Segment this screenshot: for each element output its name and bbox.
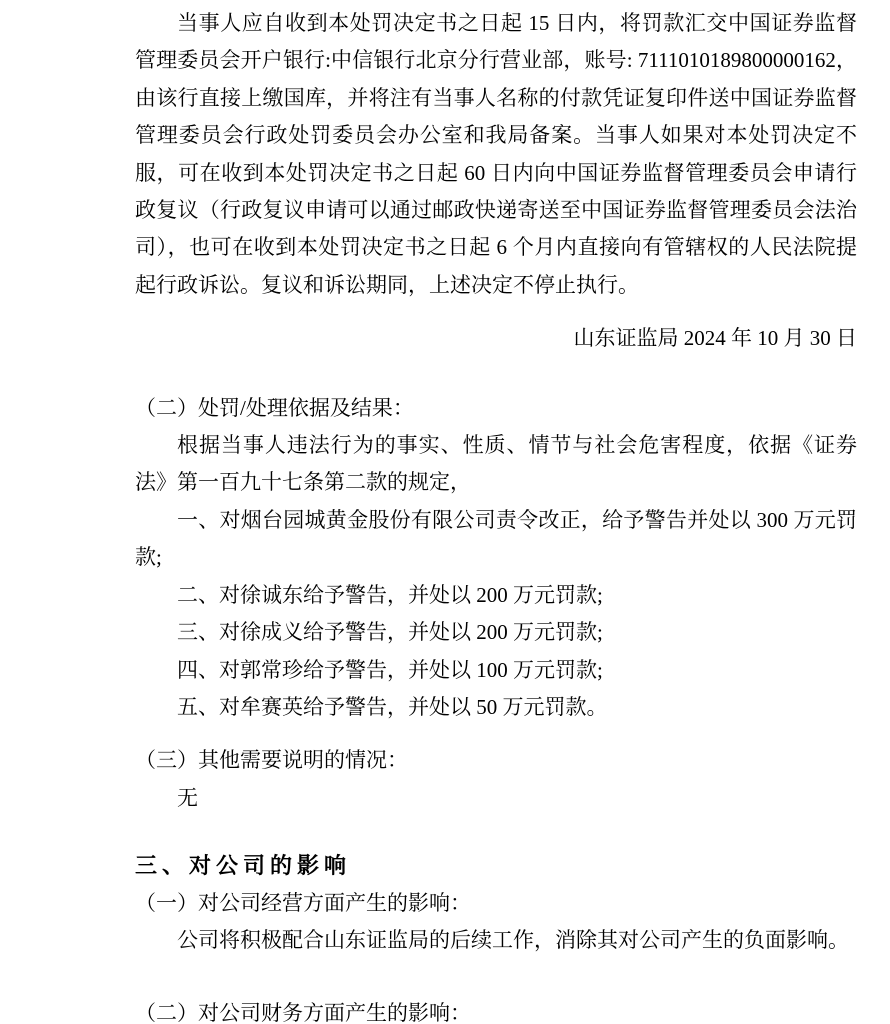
section-3-heading: （三）其他需要说明的情况： (135, 748, 408, 773)
section-2-intro: 根据当事人违法行为的事实、性质、情节与社会危害程度，依据《证券法》第一百九十七条第二款的规定， (135, 433, 857, 495)
part-3-sub1-heading: （一）对公司经营方面产生的影响： (135, 890, 471, 915)
penalty-item-3: 三、对徐成义给予警告，并处以 200 万元罚款; (177, 620, 603, 645)
part-3-heading: 三、对公司的影响 (135, 853, 352, 879)
penalty-item-2: 二、对徐诚东给予警告，并处以 200 万元罚款; (177, 582, 603, 607)
part-3-sub2-heading: （二）对公司财务方面产生的影响： (135, 1001, 471, 1024)
penalty-item-4: 四、对郭常珍给予警告，并处以 100 万元罚款; (177, 657, 603, 682)
payment-instructions-paragraph: 当事人应自收到本处罚决定书之日起 15 日内，将罚款汇交中国证券监督管理委员会开户银行:中信银行北京分行营业部，账号: 7111010189800000162，由该行直接上缴国库，并将注有当事人名称的付款凭证复印件送中国证券监督管理委员会行政处罚委员会办公室和我局备案。当事人如果对本处罚决定不服，可在收到本处罚决定书之日起 60 日内向中国证券监督管理委员会申请行政复议（行政复议申请可以通过邮政快递寄送至中国证券监督管理委员会法治司），也可在收到本处罚决定书之日起 6 个月内直接向有管辖权的人民法院提起行政诉讼。复议和诉讼期同，上述决定不停止执行。 (135, 11, 857, 297)
section-2-heading: （二）处罚/处理依据及结果： (135, 395, 414, 420)
section-3-content: 无 (177, 785, 198, 810)
penalty-item-5: 五、对牟赛英给予警告，并处以 50 万元罚款。 (177, 694, 608, 719)
part-3-sub1-content: 公司将积极配合山东证监局的后续工作，消除其对公司产生的负面影响。 (177, 927, 849, 952)
document-content (135, 5, 857, 1024)
issuer-date-line: 山东证监局 2024 年 10 月 30 日 (573, 326, 857, 351)
penalty-item-1: 一、对烟台园城黄金股份有限公司责令改正，给予警告并处以 300 万元罚款; (135, 507, 857, 570)
